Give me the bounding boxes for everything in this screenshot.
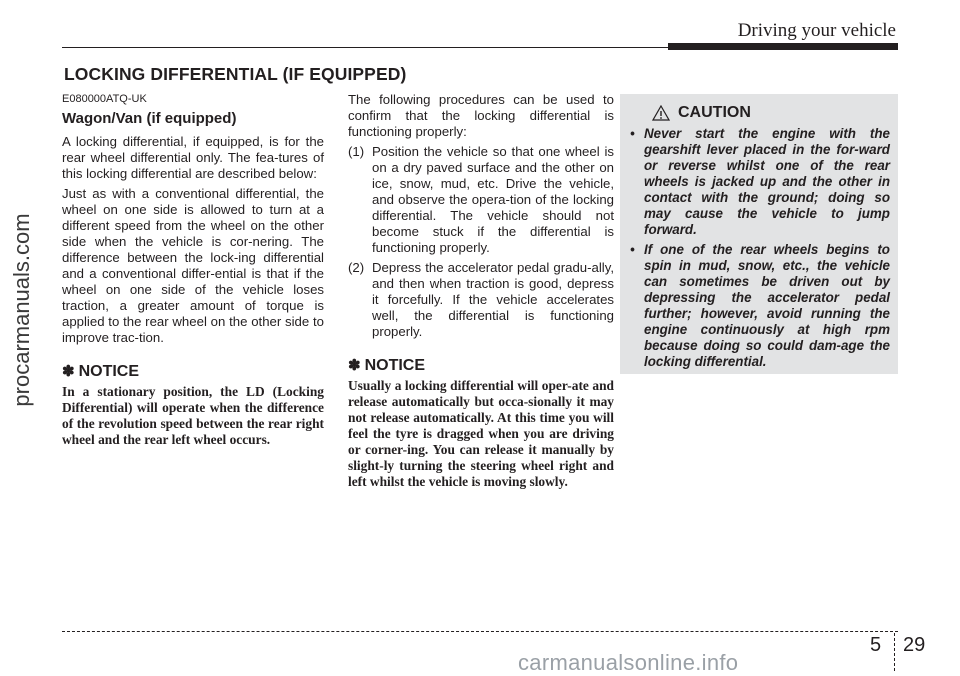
step-text: Position the vehicle so that one wheel is on a dry paved surface and the other on ice, snow, mud, etc. Drive the vehicle, and observe the opera-tion of the locking differential. The vehicle should not become stuck if the differential is functioning properly. [372, 144, 614, 255]
warning-triangle-icon [652, 105, 670, 121]
notice-title: NOTICE [78, 363, 140, 380]
caution-title: CAUTION [678, 104, 751, 121]
side-watermark-text: procarmanuals.com [9, 213, 34, 407]
caution-item [630, 242, 890, 370]
chapter-number: 5 [870, 634, 882, 656]
bullet: • [630, 242, 635, 257]
star-icon: ✽ [62, 363, 75, 380]
bullet: • [630, 126, 635, 141]
caution-text: Never start the engine with the gearshift lever placed in the for-ward or reverse whilst one of the rear wheels is jacked up and the other in contact with the ground; doing so may cause the vehicle to jump forward. [644, 126, 890, 237]
step-number: (2) [348, 260, 365, 275]
header-rule-bar [668, 43, 898, 50]
reference-code: E080000ATQ-UK [62, 93, 147, 105]
bottom-watermark: carmanualsonline.info [518, 650, 739, 675]
paragraph: A locking differential, if equipped, is for the rear wheel differential only. The fea-tures of this locking differential are described below: [62, 134, 324, 181]
notice-text: Usually a locking differential will oper-ate and release automatically but occa-sionally it may not release automatically. At this time you will feel the tyre is dragged when you are driving or corner-ing. You can release it manually by slight-ly turning the steering wheel right and left whilst the vehicle is moving slowly. [348, 378, 614, 489]
side-watermark [2, 80, 42, 540]
step-number: (1) [348, 144, 365, 159]
star-icon: ✽ [348, 357, 361, 374]
procedure-step [348, 144, 614, 256]
caution-text: If one of the rear wheels begins to spin in mud, snow, etc., the vehicle can sometimes be driven out by depressing the accelerator pedal further; however, avoid running the engine continuously at high rpm because doing so could dam-age the locking differential. [644, 242, 890, 369]
step-text: Depress the accelerator pedal gradu-ally, and then when traction is good, depress it forcefully. If the vehicle accelerates well, the differential is functioning properly. [372, 260, 614, 339]
notice-heading [62, 362, 324, 382]
page-number: 29 [903, 634, 926, 656]
header-title: Driving your vehicle [737, 20, 896, 41]
middle-column [348, 92, 614, 490]
caution-box [620, 94, 898, 374]
caution-list [630, 126, 890, 374]
paragraph: Just as with a conventional differential, the wheel on one side is allowed to turn at a different speed from the wheel on the other side when the vehicle is cor-nering. The difference between the lock-ing differential and a conventional differ-ential is that if the wheel on one side of the vehicle loses traction, a greater amount of torque is applied to the rear wheel on the other side to improve trac-tion. [62, 186, 324, 345]
footer-divider [894, 633, 895, 671]
left-column [62, 92, 324, 448]
paragraph: The following procedures can be used to confirm that the locking differential is functioning properly: [348, 92, 614, 139]
notice-text: In a stationary position, the LD (Locking Differential) will operate when the difference of the revolution speed between the rear right wheel and the rear left wheel occurs. [62, 384, 324, 447]
caution-heading [652, 104, 751, 122]
procedure-step [348, 260, 614, 340]
header-rule [62, 47, 672, 48]
section-title: LOCKING DIFFERENTIAL (IF EQUIPPED) [64, 64, 407, 84]
subsection-title: Wagon/Van (if equipped) [62, 110, 237, 127]
footer-rule [62, 631, 898, 632]
notice-heading [348, 356, 614, 376]
notice-title: NOTICE [364, 357, 426, 374]
procedure-list [348, 144, 614, 340]
caution-item [630, 126, 890, 238]
